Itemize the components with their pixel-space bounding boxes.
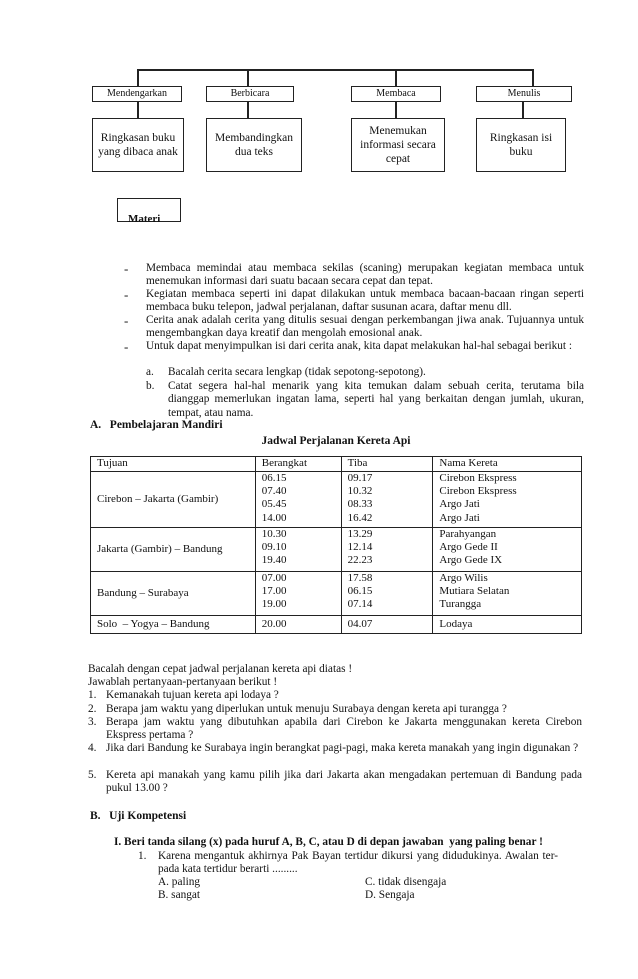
diagram-card-membandingkan: Membandingkan dua teks <box>206 118 302 172</box>
connector-d4 <box>522 102 524 118</box>
table-row <box>91 528 582 572</box>
instruction-read: Bacalah dengan cepat jadwal perjalanan kereta api diatas ! <box>88 663 353 675</box>
question-item: 5. Kereta api manakah yang kamu pilih jika dari Jakarta akan mengadakan pertemuan di Bandung pada pukul 13.00 ? <box>88 769 582 795</box>
instruction-multiple-choice: I. Beri tanda silang (x) pada huruf A, B, C, atau D di depan jawaban yang paling benar ! <box>114 836 543 848</box>
sub-item: a. Bacalah cerita secara lengkap (tidak sepotong-sepotong). <box>146 366 426 378</box>
connector-d3 <box>395 102 397 118</box>
table-header-row <box>91 457 582 472</box>
column-header: Berangkat <box>255 457 341 472</box>
cell-tiba: 04.07 <box>341 616 433 634</box>
materi-label: Materi <box>128 214 161 222</box>
cell-tujuan: Bandung – Surabaya <box>91 572 256 616</box>
bullet-item: - Untuk dapat menyimpulkan isi dari cerita anak, kita dapat melakukan hal-hal sebagai berikut : <box>124 339 572 354</box>
diagram-header-membaca: Membaca <box>351 86 441 102</box>
instruction-answer: Jawablah pertanyaan-pertanyaan berikut ! <box>88 676 278 688</box>
table-title: Jadwal Perjalanan Kereta Api <box>261 435 411 447</box>
bullet-item: - Membaca memindai atau membaca sekilas (scaning) merupakan kegiatan membaca untuk menemukan informasi dari suatu bacaan secara cepat dan tepat. <box>124 261 584 288</box>
table-row <box>91 616 582 634</box>
diagram-card-ringkasan-buku: Ringkasan buku yang dibaca anak <box>92 118 184 172</box>
connector-v4 <box>532 69 534 86</box>
diagram-card-menemukan-informasi: Menemukan informasi secara cepat <box>351 118 445 172</box>
question-item: 4. Jika dari Bandung ke Surabaya ingin berangkat pagi-pagi, maka kereta manakah yang ingin digunakan ? <box>88 742 579 754</box>
mc-option: A. paling <box>158 876 201 888</box>
bullet-item: - Cerita anak adalah cerita yang ditulis sesuai dengan perkembangan jiwa anak. Tujuannya untuk mengembangkan daya kreatif dan mengolah emosional anak. <box>124 313 584 340</box>
cell-tujuan: Jakarta (Gambir) – Bandung <box>91 528 256 572</box>
cell-tujuan: Solo – Yogya – Bandung <box>91 616 256 634</box>
question-item: 2. Berapa jam waktu yang diperlukan untuk menuju Surabaya dengan kereta api turangga ? <box>88 703 507 715</box>
cell-kereta: Cirebon Ekspress Cirebon Ekspress Argo Jati Argo Jati <box>433 472 582 528</box>
connector-v3 <box>395 69 397 86</box>
section-b-heading: B. Uji Kompetensi <box>90 810 187 822</box>
cell-kereta: Argo Wilis Mutiara Selatan Turangga <box>433 572 582 616</box>
question-item: 1. Kemanakah tujuan kereta api lodaya ? <box>88 689 279 701</box>
table-row <box>91 472 582 528</box>
cell-berangkat: 07.00 17.00 19.00 <box>255 572 341 616</box>
cell-tiba: 13.29 12.14 22.23 <box>341 528 433 572</box>
connector-v1 <box>137 69 139 86</box>
column-header: Tiba <box>341 457 433 472</box>
mc-option: D. Sengaja <box>365 889 415 901</box>
diagram-header-menulis: Menulis <box>476 86 572 102</box>
mc-option: C. tidak disengaja <box>365 876 447 888</box>
section-a-heading: A. Pembelajaran Mandiri <box>90 419 223 431</box>
column-header: Nama Kereta <box>433 457 582 472</box>
connector-d1 <box>137 102 139 118</box>
cell-berangkat: 10.30 09.10 19.40 <box>255 528 341 572</box>
connector-v2 <box>247 69 249 86</box>
question-item: 3. Berapa jam waktu yang dibutuhkan apabila dari Cirebon ke Jakarta menggunakan kereta Cirebon Ekspress pertama ? <box>88 716 582 742</box>
mc-option: B. sangat <box>158 889 201 901</box>
diagram-header-mendengarkan: Mendengarkan <box>92 86 182 102</box>
cell-kereta: Lodaya <box>433 616 582 634</box>
diagram-card-ringkasan-isi: Ringkasan isi buku <box>476 118 566 172</box>
cell-berangkat: 06.15 07.40 05.45 14.00 <box>255 472 341 528</box>
table-row <box>91 572 582 616</box>
cell-berangkat: 20.00 <box>255 616 341 634</box>
mc-question: 1. Karena mengantuk akhirnya Pak Bayan tertidur dikursi yang didudukinya. Awalan ter- pada kata tertidur berarti ......... <box>138 850 558 876</box>
connector-top <box>137 69 533 71</box>
sub-item: b. Catat segera hal-hal menarik yang kita temukan dalam sebuah cerita, terutama bila dianggap memerlukan ingatan lama, seperti hal yang berkaitan dengan jumlah, ukuran, tempat, atau nama. <box>146 380 584 419</box>
cell-tujuan: Cirebon – Jakarta (Gambir) <box>91 472 256 528</box>
bullet-item: - Kegiatan membaca seperti ini dapat dilakukan untuk membaca bacaan-bacaan ringan seperti membaca buku telepon, jadwal perjalanan, daftar susunan acara, daftar menu dll. <box>124 287 584 314</box>
cell-tiba: 09.17 10.32 08.33 16.42 <box>341 472 433 528</box>
diagram-header-berbicara: Berbicara <box>206 86 294 102</box>
column-header: Tujuan <box>91 457 256 472</box>
connector-d2 <box>247 102 249 118</box>
train-schedule-table <box>90 456 582 634</box>
cell-kereta: Parahyangan Argo Gede II Argo Gede IX <box>433 528 582 572</box>
cell-tiba: 17.58 06.15 07.14 <box>341 572 433 616</box>
